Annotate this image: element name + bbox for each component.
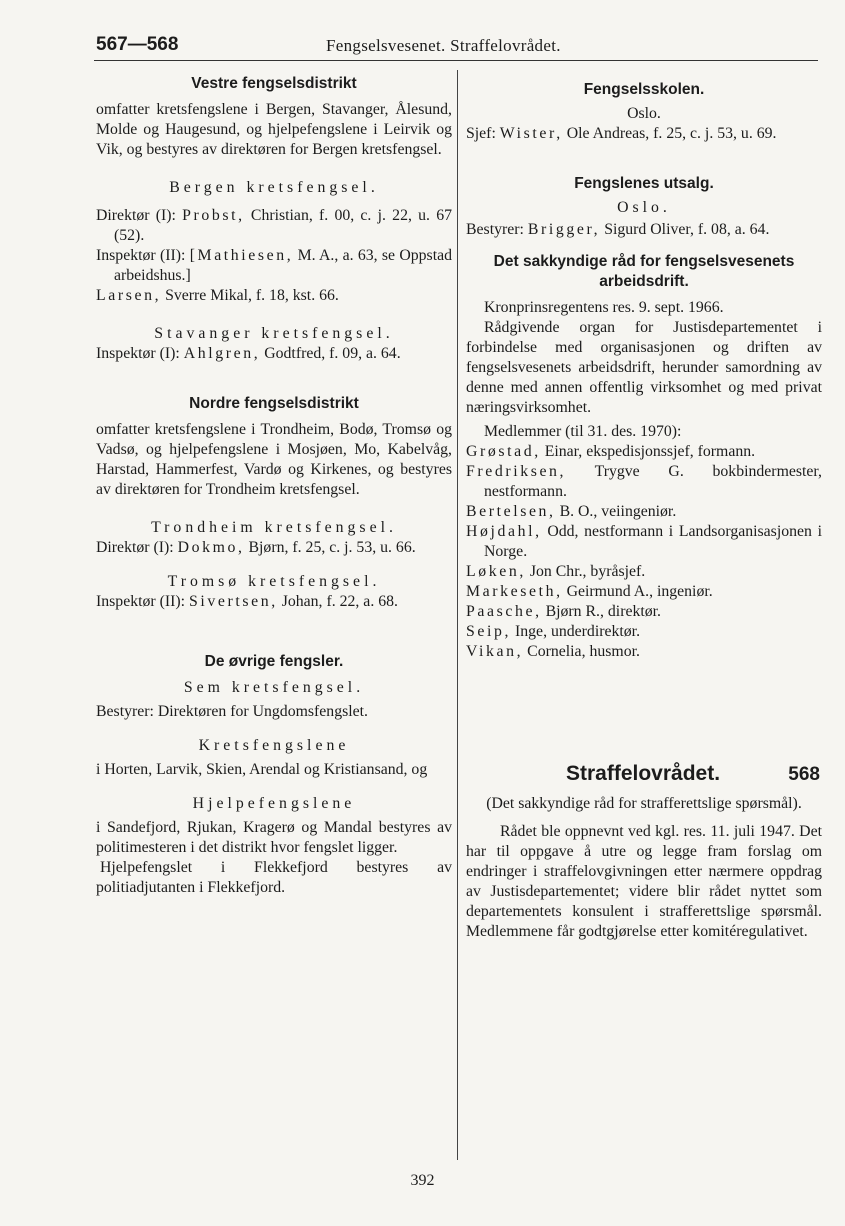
skolen-chief <box>466 124 822 144</box>
list-item <box>466 622 822 642</box>
flekkefjord-text: Hjelpefengslet i Flekkefjord bestyres av politiadjutanten i Flekkefjord. <box>96 859 452 896</box>
details: Direktøren for Ungdomsfengslet. <box>157 703 368 720</box>
member-details: Jon Chr., byråsjef. <box>529 563 646 580</box>
list-item <box>466 562 822 582</box>
kretsfengslene-text: i Horten, Larvik, Skien, Arendal og Kristiansand, og <box>96 761 428 778</box>
member-name: Fredriksen, <box>466 463 567 480</box>
tromso-title: Tromsø kretsfengsel. <box>167 573 381 590</box>
label: Bestyrer: <box>96 703 154 720</box>
member-name: Løken, <box>466 563 526 580</box>
hjelpefengslene-text: i Sandefjord, Rjukan, Kragerø og Mandal bestyres av politimesteren i det distrikt hvor fengslet ligger. <box>96 819 452 856</box>
ovrige-heading: De øvrige fengsler. <box>204 653 344 670</box>
stavanger-title: Stavanger kretsfengsel. <box>154 325 394 342</box>
member-name: Markeseth, <box>466 583 563 600</box>
straffelovradet-subtitle: (Det sakkyndige råd for strafferettslige spørsmål). <box>486 795 802 812</box>
vestre-text: omfatter kretsfengslene i Bergen, Stavanger, Ålesund, Molde og Haugesund, og hjelpefengslene i Leirvik og Vik, og bestyres av direktøren for Bergen kretsfengsel. <box>96 101 452 158</box>
details: Godtfred, f. 09, a. 64. <box>264 345 401 362</box>
member-name: Paasche, <box>466 603 542 620</box>
list-item <box>466 602 822 622</box>
list-item <box>466 522 822 562</box>
person-name: Wister, <box>499 125 563 142</box>
straffelovradet-text: Rådet ble oppnevnt ved kgl. res. 11. juli 1947. Det har til oppgave å utre og legge fram forslag om endringer i straffelovgivningen etter nærmere oppdrag av Justisdepartementet; videre blir rådet nyttet som departementets konsulent i strafferettslige spørsmål. Medlemmene får godtgjørelse etter komitéregulativet. <box>466 823 822 940</box>
stavanger-inspector <box>96 344 452 364</box>
member-name: Vikan, <box>466 643 524 660</box>
person-name: [Mathiesen, <box>189 247 294 264</box>
sem-title: Sem kretsfengsel. <box>183 679 365 696</box>
right-column <box>466 72 822 942</box>
person-name: Sivertsen, <box>189 593 278 610</box>
trondheim-director <box>96 538 452 558</box>
member-details: Bjørn R., direktør. <box>545 603 661 620</box>
members-list <box>466 442 822 662</box>
kretsfengslene-title: Kretsfengslene <box>198 737 350 754</box>
vestre-heading: Vestre fengselsdistrikt <box>191 75 357 92</box>
straffelovradet-heading <box>466 762 822 786</box>
left-column <box>96 72 452 898</box>
label: Inspektør (I): <box>96 345 180 362</box>
page-number-footer: 392 <box>410 1172 435 1189</box>
header-rule <box>94 60 818 61</box>
details: Ole Andreas, f. 25, c. j. 53, u. 69. <box>566 125 777 142</box>
member-details: Einar, ekspedisjonssjef, formann. <box>544 443 756 460</box>
utsalg-manager <box>466 220 822 240</box>
details: Johan, f. 22, a. 68. <box>281 593 398 610</box>
tromso-inspector <box>96 592 452 612</box>
details: Christian, f. 00, c. j. 22, u. 67 (52). <box>114 207 453 244</box>
person-name: Probst, <box>182 207 245 224</box>
member-details: Inge, underdirektør. <box>515 623 641 640</box>
list-item <box>466 462 822 502</box>
section-title: Straffelovrådet. <box>566 762 721 785</box>
nordre-heading: Nordre fengselsdistrikt <box>189 395 359 412</box>
skolen-city: Oslo. <box>627 105 661 122</box>
page-numbers: 567—568 <box>96 34 179 55</box>
member-name: Bertelsen, <box>466 503 556 520</box>
rad-text: Rådgivende organ for Justisdepartementet i forbindelse med organisasjonen og driften av fengselsvesenets arbeidsdrift, herunder samordning av denne med annen offentlig virksomhet og med privat næringsvirksomhet. <box>466 319 822 416</box>
section-number: 568 <box>788 764 820 785</box>
utsalg-heading: Fengslenes utsalg. <box>574 175 714 192</box>
member-details: Trygve G. bokbindermester, nestformann. <box>484 463 822 500</box>
member-name: Højdahl, <box>466 523 542 540</box>
bergen-staff <box>96 286 452 306</box>
label: Inspektør (II): <box>96 593 186 610</box>
person-name: Brigger, <box>527 221 601 238</box>
member-name: Seip, <box>466 623 512 640</box>
person-name: Ahlgren, <box>183 345 261 362</box>
label: Direktør (I): <box>96 207 176 224</box>
column-divider <box>457 70 458 1160</box>
details: Sigurd Oliver, f. 08, a. 64. <box>604 221 770 238</box>
list-item <box>466 582 822 602</box>
hjelpefengslene-title: Hjelpefengslene <box>192 795 356 812</box>
label: Direktør (I): <box>96 539 174 556</box>
sem-manager <box>96 702 452 722</box>
member-details: B. O., veiingeniør. <box>559 503 677 520</box>
nordre-text: omfatter kretsfengslene i Trondheim, Bodø, Tromsø og Vadsø, og hjelpefengslene i Mosjøen, Mo, Kabelvåg, Harstad, Hammerfest, Vardø og Kirkenes, og bestyres av direktøren for Trondheim kretsfengsel. <box>96 421 452 498</box>
bergen-director <box>96 206 452 246</box>
person-name: Dokmo, <box>177 539 245 556</box>
label: Inspektør (II): <box>96 247 186 264</box>
details: Sverre Mikal, f. 18, kst. 66. <box>165 287 339 304</box>
details: Bjørn, f. 25, c. j. 53, u. 66. <box>248 539 416 556</box>
bergen-title: Bergen kretsfengsel. <box>169 179 379 196</box>
list-item <box>466 502 822 522</box>
rad-heading: Det sakkyndige råd for fengselsvesenets arbeidsdrift. <box>493 253 795 290</box>
trondheim-title: Trondheim kretsfengsel. <box>151 519 397 536</box>
utsalg-city: Oslo. <box>617 199 671 216</box>
bergen-inspector <box>96 246 452 286</box>
member-details: Odd, nestformann i Landsorganisasjonen i Norge. <box>484 523 822 560</box>
member-details: Cornelia, husmor. <box>527 643 640 660</box>
list-item <box>466 442 822 462</box>
details: M. A., a. 63, se Oppstad arbeidshus.] <box>114 247 453 284</box>
member-name: Grøstad, <box>466 443 541 460</box>
member-details: Geirmund A., ingeniør. <box>566 583 713 600</box>
skolen-heading: Fengselsskolen. <box>583 81 705 98</box>
members-intro: Medlemmer (til 31. des. 1970): <box>484 423 682 440</box>
rad-resolution: Kronprinsregentens res. 9. sept. 1966. <box>484 299 724 316</box>
list-item <box>466 642 822 662</box>
label: Sjef: <box>466 125 496 142</box>
page-header <box>0 32 845 62</box>
label: Bestyrer: <box>466 221 524 238</box>
person-name: Larsen, <box>96 287 162 304</box>
running-title: Fengselsvesenet. Straffelovrådet. <box>326 36 561 55</box>
